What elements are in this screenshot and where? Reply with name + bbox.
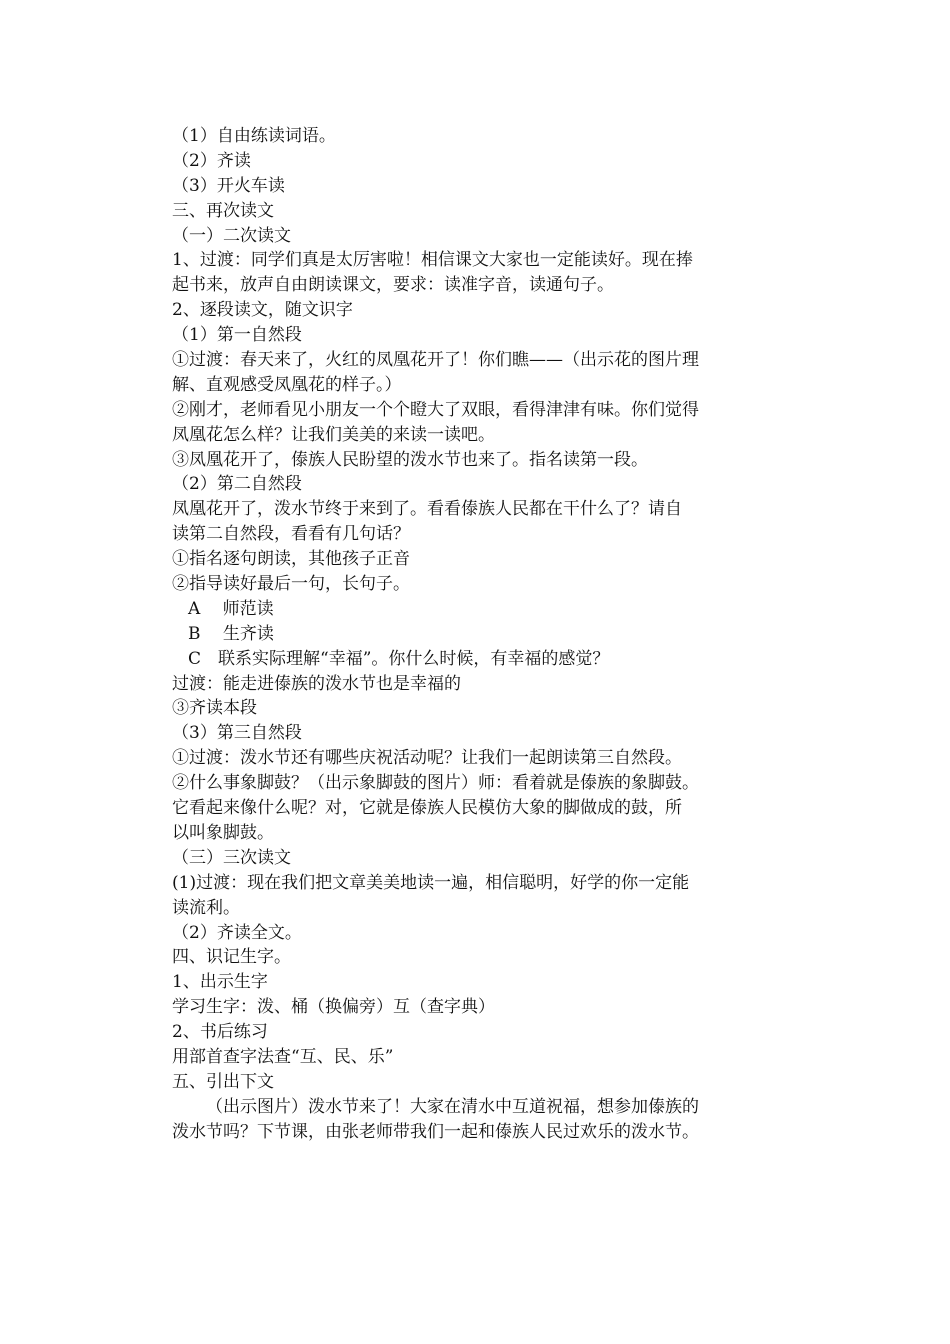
text-line: ①过渡：春天来了，火红的凤凰花开了！你们瞧——（出示花的图片理: [172, 350, 699, 371]
text-line: 以叫象脚鼓。: [172, 822, 274, 843]
text-line: 凤凰花怎么样？让我们美美的来读一读吧。: [172, 424, 495, 445]
text-line: （3）第三自然段: [172, 723, 302, 744]
text-line: 五、引出下文: [172, 1071, 274, 1092]
text-line: 起书来，放声自由朗读课文，要求：读准字音，读通句子。: [172, 275, 614, 296]
text-line: ②什么事象脚鼓？（出示象脚鼓的图片）师：看着就是傣族的象脚鼓。: [172, 773, 699, 794]
text-line: （1）自由练读词语。: [172, 126, 336, 146]
text-line: ①过渡：泼水节还有哪些庆祝活动呢？让我们一起朗读第三自然段。: [172, 748, 682, 769]
text-line: 它看起来像什么呢？对，它就是傣族人民模仿大象的脚做成的鼓，所: [172, 798, 682, 819]
text-line: ②指导读好最后一句，长句子。: [172, 574, 410, 595]
text-line: 解、直观感受凤凰花的样子。）: [172, 374, 402, 395]
text-line: C 联系实际理解“幸福”。你什么时候，有幸福的感觉？: [188, 648, 610, 669]
text-line: 2、逐段读文，随文识字: [172, 300, 353, 321]
text-line: (1)过渡：现在我们把文章美美地读一遍，相信聪明，好学的你一定能: [172, 872, 690, 893]
text-line: 学习生字：泼、桶（换偏旁）互（查字典）: [172, 997, 495, 1018]
document-body: [172, 124, 772, 1145]
text-line: 用部首查字法查“互、民、乐”: [172, 1046, 394, 1067]
text-line: 三、再次读文: [172, 200, 274, 221]
text-line: ③凤凰花开了，傣族人民盼望的泼水节也来了。指名读第一段。: [172, 449, 648, 470]
text-line: 过渡：能走进傣族的泼水节也是幸福的: [172, 673, 461, 694]
text-line: B 生齐读: [188, 623, 274, 644]
text-line: 凤凰花开了，泼水节终于来到了。看看傣族人民都在干什么了？请自: [172, 499, 682, 520]
text-line: （1）第一自然段: [172, 325, 302, 346]
text-line: （2）齐读: [172, 150, 251, 171]
text-line: ②刚才，老师看见小朋友一个个瞪大了双眼，看得津津有味。你们觉得: [172, 399, 699, 420]
text-line: 2、书后练习: [172, 1022, 268, 1043]
text-line: 1、出示生字: [172, 972, 268, 993]
text-line: 泼水节吗？下节课，由张老师带我们一起和傣族人民过欢乐的泼水节。: [172, 1121, 699, 1142]
text-line: 读流利。: [172, 897, 240, 918]
text-line: （一）二次读文: [172, 225, 291, 246]
text-line: 四、识记生字。: [172, 947, 291, 968]
text-line: ③齐读本段: [172, 698, 257, 719]
text-line: ①指名逐句朗读，其他孩子正音: [172, 549, 410, 570]
text-line: 读第二自然段，看看有几句话？: [172, 524, 410, 545]
text-line: （2）齐读全文。: [172, 922, 302, 943]
text-line: （三）三次读文: [172, 847, 291, 868]
text-line: （3）开火车读: [172, 175, 285, 196]
text-line: （出示图片）泼水节来了！大家在清水中互道祝福，想参加傣族的: [206, 1096, 699, 1117]
text-line: A 师范读: [188, 598, 274, 619]
text-line: （2）第二自然段: [172, 474, 302, 495]
text-line: 1、过渡：同学们真是太厉害啦！相信课文大家也一定能读好。现在捧: [172, 250, 693, 271]
